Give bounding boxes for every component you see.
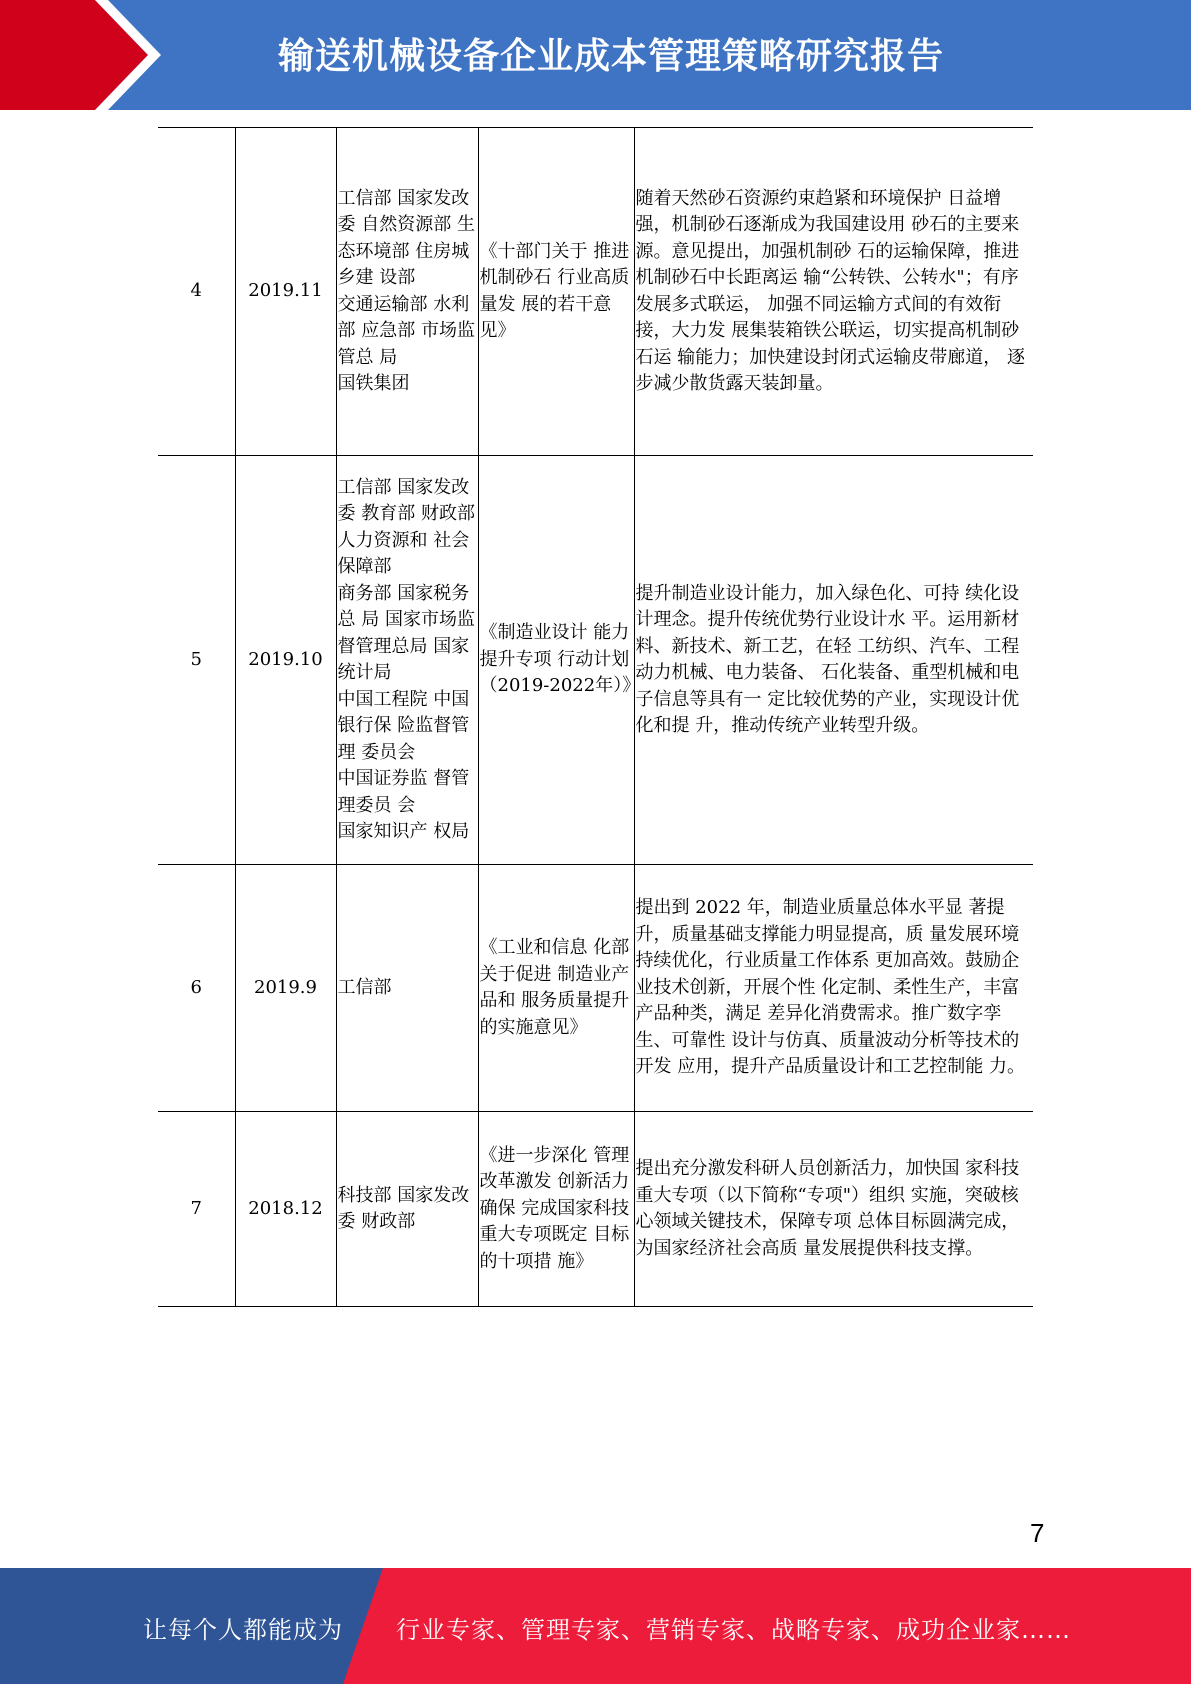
row-policy-title: 《工业和信息 化部关于促进 制造业产品和 服务质量提升 的实施意见》: [478, 865, 634, 1112]
department-line: 中国工程院 中国银行保 险监督管理 委员会: [337, 688, 470, 763]
row-policy-content: 随着天然砂石资源约束趋紧和环境保护 日益增强，机制砂石逐渐成为我国建设用 砂石的主要来源。意见提出，加强机制砂 石的运输保障，推进机制砂石中长距离运 输“公转铁、公转水"；有序发展多式联运， 加强不同运输方式间的有效衔接，大力发 展集装箱铁公联运，切实提高机制砂石运 输能力；加快建设封闭式运输皮带廊道， 逐步减少散货露天装卸量。: [634, 128, 1033, 456]
department-line: 商务部 国家税务总 局 国家市场监 督管理总局 国家统计局: [337, 582, 475, 683]
table-row: [158, 865, 1033, 1112]
row-number: 6: [158, 865, 235, 1112]
row-policy-content: 提升制造业设计能力，加入绿色化、可持 续化设计理念。提升传统优势行业设计水 平。运用新材料、新技术、新工艺，在轻 工纺织、汽车、工程动力机械、电力装备、 石化装备、重型机械和电子信息等具有一 定比较优势的产业，实现设计优化和提 升，推动传统产业转型升级。: [634, 456, 1033, 865]
row-departments: [336, 128, 478, 456]
report-title: 输送机械设备企业成本管理策略研究报告: [278, 36, 945, 77]
row-departments: [336, 865, 478, 1112]
row-date: 2019.10: [235, 456, 336, 865]
header-banner: [0, 0, 1191, 110]
row-policy-title: [478, 456, 641, 865]
policy-table: [158, 127, 1033, 1307]
footer-slogan-lead: 让每个人都能成为: [143, 1616, 343, 1644]
department-line: 工信部: [337, 976, 392, 998]
row-number: 4: [158, 128, 235, 456]
department-line: 交通运输部 水利部 应急部 市场监管总 局: [337, 293, 475, 368]
policy-title-line: 《制造业设计 能力提升专项 行动计划: [479, 622, 630, 670]
department-line: 科技部 国家发改委 财政部: [337, 1184, 470, 1232]
department-line: 工信部 国家发改委 教育部 财政部 人力资源和 社会保障部: [337, 476, 475, 577]
row-date: 2019.9: [235, 865, 336, 1112]
row-date: 2018.12: [235, 1112, 336, 1307]
row-number: 7: [158, 1112, 235, 1307]
row-date: 2019.11: [235, 128, 336, 456]
row-number: 5: [158, 456, 235, 865]
department-line: 国铁集团: [337, 373, 410, 394]
row-departments: [336, 1112, 478, 1307]
page-number: 7: [1030, 1518, 1045, 1548]
table-row: [158, 128, 1033, 456]
row-policy-title: 《十部门关于 推进机制砂石 行业高质量发 展的若干意 见》: [478, 128, 634, 456]
row-policy-content: 提出到 2022 年，制造业质量总体水平显 著提升，质量基础支撑能力明显提高，质 量发展环境持续优化，行业质量工作体系 更加高效。鼓励企业技术创新，开展个性 化定制、柔性生产，丰富产品种类，满足 差异化消费需求。推广数字孪生、可靠性 设计与仿真、质量波动分析等技术的开发 应用，提升产品质量设计和工艺控制能 力。: [634, 865, 1033, 1112]
department-line: 工信部 国家发改委 自然资源部 生态环境部 住房城乡建 设部: [337, 187, 475, 288]
table-row: [158, 1112, 1033, 1307]
department-line: 中国证券监 督管理委员 会: [337, 768, 470, 816]
footer-banner: [0, 1568, 1191, 1684]
row-departments: [336, 456, 478, 865]
table-row: [158, 456, 1033, 865]
footer-slogan-list: 行业专家、管理专家、营销专家、战略专家、成功企业家……: [396, 1616, 1071, 1644]
policy-title-line: （2019-2022年）》: [479, 675, 641, 697]
department-line: 国家知识产 权局: [337, 821, 470, 842]
row-policy-content: 提出充分激发科研人员创新活力，加快国 家科技重大专项（以下简称“专项"）组织 实施，突破核心领域关键技术，保障专项 总体目标圆满完成，为国家经济社会高质 量发展提供科技支撑。: [634, 1112, 1033, 1307]
row-policy-title: 《进一步深化 管理改革激发 创新活力确保 完成国家科技 重大专项既定 目标的十项措 施》: [478, 1112, 634, 1307]
